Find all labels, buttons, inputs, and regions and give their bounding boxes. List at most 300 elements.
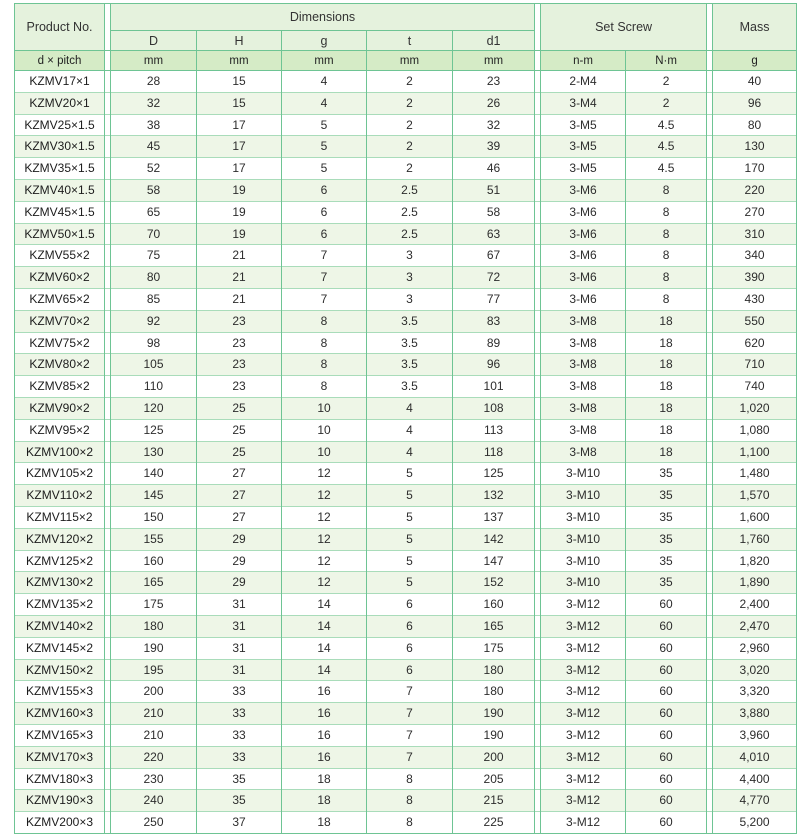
dim-d1-cell: 23	[453, 71, 535, 93]
dim-d-cell: 190	[111, 637, 197, 659]
screw-torque-cell: 8	[626, 223, 707, 245]
mass-cell: 430	[713, 288, 797, 310]
dim-d1-cell: 113	[453, 419, 535, 441]
dim-t-cell: 8	[367, 768, 453, 790]
screw-torque-cell: 8	[626, 201, 707, 223]
dim-d-cell: 52	[111, 158, 197, 180]
dim-g-cell: 12	[282, 528, 367, 550]
dim-g-cell: 8	[282, 310, 367, 332]
dim-t-cell: 5	[367, 506, 453, 528]
screw-torque-cell: 4.5	[626, 136, 707, 158]
dim-d-cell: 130	[111, 441, 197, 463]
screw-size-cell: 2-M4	[541, 71, 626, 93]
table-row	[15, 288, 797, 310]
product-no-cell: KZMV150×2	[15, 659, 105, 681]
dim-h-cell: 23	[197, 376, 282, 398]
dim-h-cell: 31	[197, 637, 282, 659]
dim-t-cell: 4	[367, 419, 453, 441]
dim-d-cell: 38	[111, 114, 197, 136]
dim-t-cell: 3.5	[367, 354, 453, 376]
dim-g-cell: 8	[282, 332, 367, 354]
product-no-cell: KZMV165×3	[15, 724, 105, 746]
screw-size-cell: 3-M8	[541, 354, 626, 376]
dim-d1-cell: 96	[453, 354, 535, 376]
screw-torque-cell: 35	[626, 506, 707, 528]
dim-d1-cell: 165	[453, 615, 535, 637]
dim-d1-cell: 225	[453, 812, 535, 834]
dim-t-cell: 4	[367, 397, 453, 419]
dim-g-cell: 7	[282, 245, 367, 267]
table-row	[15, 594, 797, 616]
mass-cell: 5,200	[713, 812, 797, 834]
screw-torque-cell: 60	[626, 703, 707, 725]
dim-t-cell: 3	[367, 267, 453, 289]
dim-t-cell: 7	[367, 681, 453, 703]
dim-d-cell: 45	[111, 136, 197, 158]
product-no-cell: KZMV140×2	[15, 615, 105, 637]
dim-h-cell: 33	[197, 746, 282, 768]
header-dimensions: Dimensions	[111, 4, 535, 31]
dim-d1-cell: 51	[453, 179, 535, 201]
product-no-cell: KZMV170×3	[15, 746, 105, 768]
dim-h-cell: 17	[197, 136, 282, 158]
dim-g-cell: 7	[282, 288, 367, 310]
dim-g-cell: 10	[282, 419, 367, 441]
product-no-cell: KZMV75×2	[15, 332, 105, 354]
dim-h-cell: 19	[197, 179, 282, 201]
dim-t-cell: 2.5	[367, 179, 453, 201]
screw-size-cell: 3-M12	[541, 746, 626, 768]
table-row	[15, 397, 797, 419]
dim-d1-cell: 147	[453, 550, 535, 572]
product-no-cell: KZMV125×2	[15, 550, 105, 572]
screw-torque-cell: 60	[626, 812, 707, 834]
dim-d1-cell: 180	[453, 659, 535, 681]
dim-g-cell: 12	[282, 550, 367, 572]
dim-g-cell: 8	[282, 376, 367, 398]
dim-h-cell: 17	[197, 114, 282, 136]
dim-d-cell: 240	[111, 790, 197, 812]
screw-size-cell: 3-M12	[541, 659, 626, 681]
table-row	[15, 703, 797, 725]
screw-torque-cell: 4.5	[626, 114, 707, 136]
screw-torque-cell: 18	[626, 441, 707, 463]
dim-h-cell: 31	[197, 594, 282, 616]
header-set-screw: Set Screw	[541, 4, 707, 51]
header-dim-d1: d1	[453, 31, 535, 51]
screw-size-cell: 3-M5	[541, 158, 626, 180]
table-row	[15, 71, 797, 93]
product-no-cell: KZMV135×2	[15, 594, 105, 616]
product-no-cell: KZMV120×2	[15, 528, 105, 550]
dim-d-cell: 200	[111, 681, 197, 703]
table-row	[15, 92, 797, 114]
dim-g-cell: 6	[282, 223, 367, 245]
header-product-no: Product No.	[15, 4, 105, 51]
screw-torque-cell: 35	[626, 463, 707, 485]
product-no-cell: KZMV160×3	[15, 703, 105, 725]
dim-h-cell: 23	[197, 332, 282, 354]
dim-h-cell: 17	[197, 158, 282, 180]
table-row	[15, 615, 797, 637]
mass-cell: 1,820	[713, 550, 797, 572]
dim-d1-cell: 46	[453, 158, 535, 180]
header-group-row	[15, 4, 797, 31]
subheader-unit-mm-h: mm	[197, 51, 282, 71]
screw-torque-cell: 35	[626, 485, 707, 507]
screw-size-cell: 3-M8	[541, 310, 626, 332]
table-row	[15, 114, 797, 136]
dim-d1-cell: 205	[453, 768, 535, 790]
subheader-unit-mm-g: mm	[282, 51, 367, 71]
mass-cell: 80	[713, 114, 797, 136]
table-row	[15, 768, 797, 790]
dim-g-cell: 18	[282, 812, 367, 834]
mass-cell: 340	[713, 245, 797, 267]
mass-cell: 710	[713, 354, 797, 376]
dim-h-cell: 25	[197, 397, 282, 419]
dim-t-cell: 6	[367, 659, 453, 681]
dim-h-cell: 31	[197, 659, 282, 681]
dim-g-cell: 4	[282, 92, 367, 114]
dim-t-cell: 5	[367, 463, 453, 485]
dim-h-cell: 27	[197, 463, 282, 485]
dim-t-cell: 3	[367, 288, 453, 310]
screw-size-cell: 3-M5	[541, 136, 626, 158]
table-row	[15, 812, 797, 834]
screw-size-cell: 3-M8	[541, 441, 626, 463]
dim-g-cell: 18	[282, 768, 367, 790]
dim-d-cell: 210	[111, 724, 197, 746]
dim-h-cell: 33	[197, 703, 282, 725]
dim-h-cell: 15	[197, 92, 282, 114]
dim-h-cell: 33	[197, 681, 282, 703]
screw-size-cell: 3-M10	[541, 485, 626, 507]
product-no-cell: KZMV80×2	[15, 354, 105, 376]
screw-torque-cell: 8	[626, 267, 707, 289]
screw-size-cell: 3-M12	[541, 615, 626, 637]
subheader-unit-mm-t: mm	[367, 51, 453, 71]
dim-h-cell: 21	[197, 267, 282, 289]
mass-cell: 3,960	[713, 724, 797, 746]
dim-d-cell: 165	[111, 572, 197, 594]
product-no-cell: KZMV155×3	[15, 681, 105, 703]
screw-torque-cell: 35	[626, 528, 707, 550]
dim-g-cell: 14	[282, 594, 367, 616]
table-row	[15, 724, 797, 746]
mass-cell: 390	[713, 267, 797, 289]
screw-torque-cell: 35	[626, 550, 707, 572]
dim-g-cell: 7	[282, 267, 367, 289]
table-row	[15, 528, 797, 550]
dim-t-cell: 2	[367, 92, 453, 114]
dim-d-cell: 120	[111, 397, 197, 419]
dim-t-cell: 7	[367, 724, 453, 746]
table-row	[15, 572, 797, 594]
dim-d-cell: 98	[111, 332, 197, 354]
dim-d-cell: 32	[111, 92, 197, 114]
dim-t-cell: 2	[367, 114, 453, 136]
screw-size-cell: 3-M8	[541, 419, 626, 441]
dim-d1-cell: 101	[453, 376, 535, 398]
mass-cell: 220	[713, 179, 797, 201]
table-row	[15, 332, 797, 354]
screw-size-cell: 3-M12	[541, 768, 626, 790]
mass-cell: 3,880	[713, 703, 797, 725]
screw-torque-cell: 18	[626, 397, 707, 419]
screw-torque-cell: 60	[626, 637, 707, 659]
screw-torque-cell: 18	[626, 376, 707, 398]
dim-d1-cell: 26	[453, 92, 535, 114]
screw-size-cell: 3-M5	[541, 114, 626, 136]
dim-d1-cell: 152	[453, 572, 535, 594]
product-no-cell: KZMV40×1.5	[15, 179, 105, 201]
table-row	[15, 136, 797, 158]
table-row	[15, 637, 797, 659]
dim-g-cell: 12	[282, 506, 367, 528]
dim-g-cell: 5	[282, 114, 367, 136]
table-body	[15, 71, 797, 834]
table-row	[15, 485, 797, 507]
screw-torque-cell: 8	[626, 179, 707, 201]
dim-g-cell: 16	[282, 681, 367, 703]
screw-size-cell: 3-M10	[541, 528, 626, 550]
mass-cell: 2,960	[713, 637, 797, 659]
product-no-cell: KZMV200×3	[15, 812, 105, 834]
dim-g-cell: 8	[282, 354, 367, 376]
screw-size-cell: 3-M10	[541, 572, 626, 594]
dim-g-cell: 14	[282, 637, 367, 659]
dim-h-cell: 27	[197, 485, 282, 507]
dim-h-cell: 19	[197, 223, 282, 245]
dim-t-cell: 2	[367, 158, 453, 180]
dim-d-cell: 175	[111, 594, 197, 616]
dim-d1-cell: 67	[453, 245, 535, 267]
screw-size-cell: 3-M10	[541, 506, 626, 528]
screw-size-cell: 3-M6	[541, 223, 626, 245]
table-row	[15, 201, 797, 223]
dim-h-cell: 23	[197, 354, 282, 376]
screw-size-cell: 3-M10	[541, 463, 626, 485]
mass-cell: 3,020	[713, 659, 797, 681]
table-row	[15, 376, 797, 398]
dim-t-cell: 3.5	[367, 376, 453, 398]
mass-cell: 1,100	[713, 441, 797, 463]
screw-torque-cell: 8	[626, 288, 707, 310]
dim-g-cell: 12	[282, 572, 367, 594]
table-header	[15, 4, 797, 71]
dim-h-cell: 27	[197, 506, 282, 528]
subheader-d-pitch: d × pitch	[15, 51, 105, 71]
dim-d1-cell: 32	[453, 114, 535, 136]
product-no-cell: KZMV17×1	[15, 71, 105, 93]
table-row	[15, 310, 797, 332]
screw-torque-cell: 60	[626, 615, 707, 637]
dim-d-cell: 75	[111, 245, 197, 267]
dim-d-cell: 155	[111, 528, 197, 550]
dim-t-cell: 2.5	[367, 201, 453, 223]
dim-g-cell: 5	[282, 136, 367, 158]
product-no-cell: KZMV60×2	[15, 267, 105, 289]
dim-d-cell: 160	[111, 550, 197, 572]
subheader-row	[15, 51, 797, 71]
screw-torque-cell: 35	[626, 572, 707, 594]
dim-g-cell: 16	[282, 703, 367, 725]
mass-cell: 4,010	[713, 746, 797, 768]
dim-d-cell: 250	[111, 812, 197, 834]
dim-h-cell: 23	[197, 310, 282, 332]
product-no-cell: KZMV130×2	[15, 572, 105, 594]
mass-cell: 1,600	[713, 506, 797, 528]
product-no-cell: KZMV100×2	[15, 441, 105, 463]
dim-h-cell: 19	[197, 201, 282, 223]
dim-d1-cell: 77	[453, 288, 535, 310]
mass-cell: 270	[713, 201, 797, 223]
screw-size-cell: 3-M10	[541, 550, 626, 572]
dim-d1-cell: 132	[453, 485, 535, 507]
mass-cell: 40	[713, 71, 797, 93]
product-no-cell: KZMV105×2	[15, 463, 105, 485]
product-no-cell: KZMV65×2	[15, 288, 105, 310]
dim-t-cell: 2	[367, 71, 453, 93]
product-no-cell: KZMV180×3	[15, 768, 105, 790]
table-row	[15, 419, 797, 441]
dim-d1-cell: 58	[453, 201, 535, 223]
dim-g-cell: 10	[282, 441, 367, 463]
header-dim-d: D	[111, 31, 197, 51]
table-row	[15, 245, 797, 267]
dim-d-cell: 70	[111, 223, 197, 245]
dim-t-cell: 5	[367, 528, 453, 550]
dim-h-cell: 25	[197, 441, 282, 463]
dim-h-cell: 29	[197, 528, 282, 550]
dim-d-cell: 58	[111, 179, 197, 201]
mass-cell: 96	[713, 92, 797, 114]
screw-torque-cell: 8	[626, 245, 707, 267]
dim-d1-cell: 39	[453, 136, 535, 158]
dim-d-cell: 145	[111, 485, 197, 507]
product-no-cell: KZMV30×1.5	[15, 136, 105, 158]
dim-h-cell: 21	[197, 245, 282, 267]
dim-t-cell: 8	[367, 812, 453, 834]
table-row	[15, 463, 797, 485]
dim-t-cell: 6	[367, 637, 453, 659]
screw-size-cell: 3-M12	[541, 724, 626, 746]
screw-torque-cell: 18	[626, 419, 707, 441]
dim-d1-cell: 89	[453, 332, 535, 354]
dim-t-cell: 6	[367, 594, 453, 616]
product-no-cell: KZMV115×2	[15, 506, 105, 528]
dim-t-cell: 7	[367, 703, 453, 725]
dim-g-cell: 12	[282, 485, 367, 507]
dim-d1-cell: 190	[453, 703, 535, 725]
dim-g-cell: 10	[282, 397, 367, 419]
dim-d1-cell: 83	[453, 310, 535, 332]
dim-h-cell: 31	[197, 615, 282, 637]
dim-d1-cell: 118	[453, 441, 535, 463]
spec-table	[14, 3, 797, 834]
dim-h-cell: 15	[197, 71, 282, 93]
dim-g-cell: 18	[282, 790, 367, 812]
mass-cell: 620	[713, 332, 797, 354]
subheader-screw-torque: N·m	[626, 51, 707, 71]
screw-torque-cell: 2	[626, 92, 707, 114]
table-row	[15, 746, 797, 768]
dim-h-cell: 33	[197, 724, 282, 746]
mass-cell: 4,400	[713, 768, 797, 790]
dim-g-cell: 6	[282, 201, 367, 223]
dim-g-cell: 6	[282, 179, 367, 201]
dim-d-cell: 220	[111, 746, 197, 768]
mass-cell: 170	[713, 158, 797, 180]
mass-cell: 1,760	[713, 528, 797, 550]
screw-torque-cell: 60	[626, 790, 707, 812]
mass-cell: 2,470	[713, 615, 797, 637]
screw-torque-cell: 2	[626, 71, 707, 93]
subheader-unit-mm-d1: mm	[453, 51, 535, 71]
dim-h-cell: 21	[197, 288, 282, 310]
header-dim-h: H	[197, 31, 282, 51]
screw-torque-cell: 18	[626, 310, 707, 332]
dim-t-cell: 5	[367, 572, 453, 594]
mass-cell: 2,400	[713, 594, 797, 616]
screw-torque-cell: 60	[626, 681, 707, 703]
product-no-cell: KZMV190×3	[15, 790, 105, 812]
screw-size-cell: 3-M6	[541, 201, 626, 223]
product-no-cell: KZMV20×1	[15, 92, 105, 114]
dim-d-cell: 125	[111, 419, 197, 441]
dim-t-cell: 5	[367, 550, 453, 572]
dim-h-cell: 29	[197, 550, 282, 572]
screw-size-cell: 3-M8	[541, 332, 626, 354]
mass-cell: 1,890	[713, 572, 797, 594]
dim-g-cell: 16	[282, 746, 367, 768]
dim-d1-cell: 200	[453, 746, 535, 768]
header-dim-t: t	[367, 31, 453, 51]
mass-cell: 130	[713, 136, 797, 158]
dim-t-cell: 8	[367, 790, 453, 812]
dim-t-cell: 2.5	[367, 223, 453, 245]
dim-d-cell: 180	[111, 615, 197, 637]
mass-cell: 1,570	[713, 485, 797, 507]
screw-size-cell: 3-M12	[541, 637, 626, 659]
subheader-screw-size: n-m	[541, 51, 626, 71]
screw-torque-cell: 60	[626, 746, 707, 768]
screw-size-cell: 3-M12	[541, 681, 626, 703]
mass-cell: 310	[713, 223, 797, 245]
dim-g-cell: 14	[282, 659, 367, 681]
dim-g-cell: 4	[282, 71, 367, 93]
dim-h-cell: 25	[197, 419, 282, 441]
dim-d1-cell: 190	[453, 724, 535, 746]
screw-size-cell: 3-M4	[541, 92, 626, 114]
mass-cell: 3,320	[713, 681, 797, 703]
screw-torque-cell: 18	[626, 332, 707, 354]
screw-size-cell: 3-M6	[541, 245, 626, 267]
table-row	[15, 550, 797, 572]
table-row	[15, 267, 797, 289]
table-row	[15, 179, 797, 201]
dim-d1-cell: 175	[453, 637, 535, 659]
dim-t-cell: 2	[367, 136, 453, 158]
header-dim-g: g	[282, 31, 367, 51]
dim-d-cell: 195	[111, 659, 197, 681]
screw-size-cell: 3-M8	[541, 397, 626, 419]
screw-torque-cell: 60	[626, 594, 707, 616]
table-row	[15, 506, 797, 528]
dim-d1-cell: 108	[453, 397, 535, 419]
dim-d1-cell: 72	[453, 267, 535, 289]
